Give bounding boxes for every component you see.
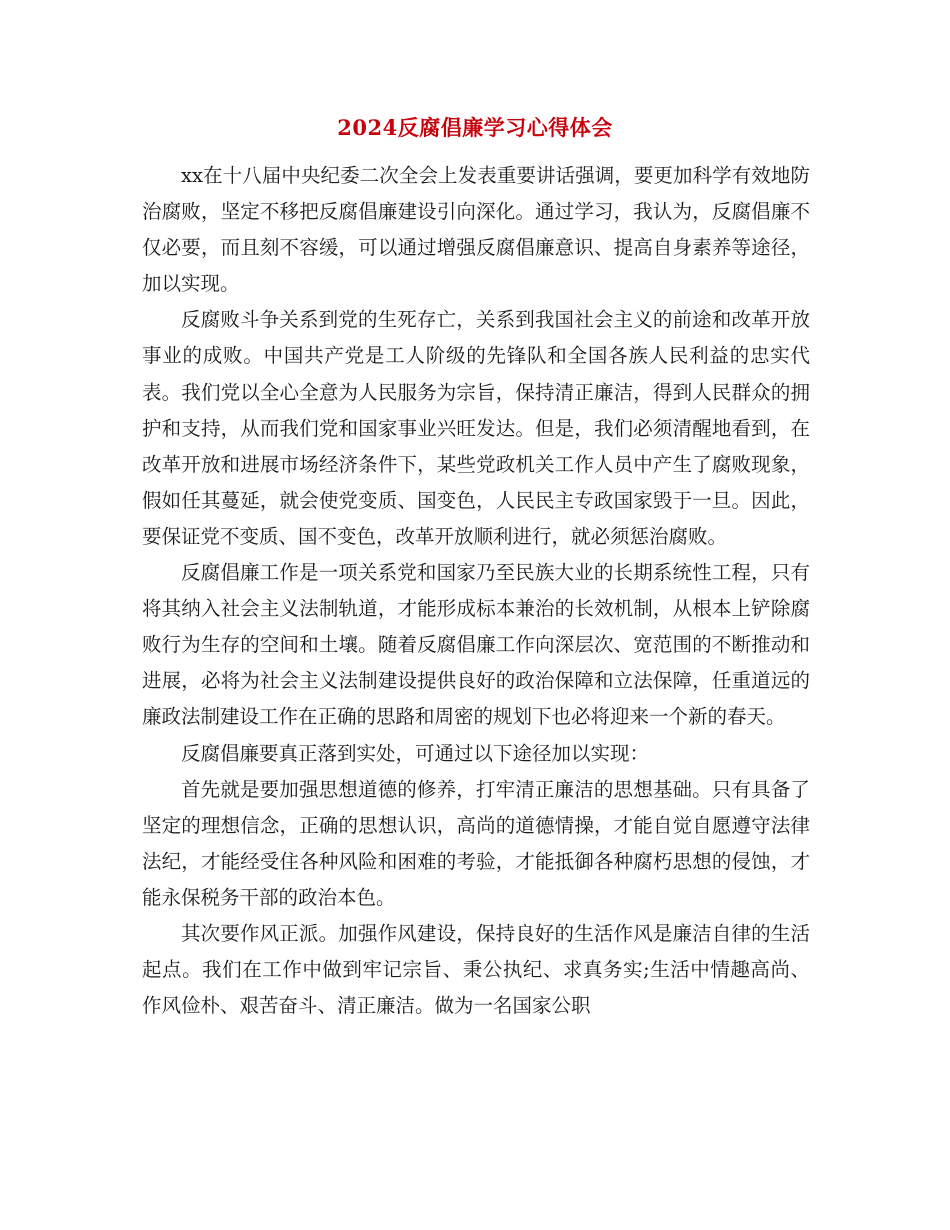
- document-title: 2024反腐倡廉学习心得体会: [337, 115, 613, 140]
- paragraph: 反腐倡廉要真正落到实处，可通过以下途径加以实现：: [181, 741, 650, 765]
- paragraph: 其次要作风正派。加强作风建设，保持良好的生活作风是廉洁自律的生活起点。我们在工作中做到牢记宗旨、秉公执纪、求真务实;生活中情趣高尚、作风俭朴、艰苦奋斗、清正廉洁。做为一名国家公职: [142, 921, 810, 1018]
- paragraph: 反腐倡廉工作是一项关系党和国家乃至民族大业的长期系统性工程，只有将其纳入社会主义法制轨道，才能形成标本兼治的长效机制，从根本上铲除腐败行为生存的空间和土壤。随着反腐倡廉工作向深层次、宽范围的不断推动和进展，必将为社会主义法制建设提供良好的政治保障和立法保障，任重道远的廉政法制建设工作在正确的思路和周密的规划下也必将迎来一个新的春天。: [142, 561, 810, 729]
- paragraph: xx在十八届中央纪委二次全会上发表重要讲话强调，要更加科学有效地防治腐败，坚定不移把反腐倡廉建设引向深化。通过学习，我认为，反腐倡廉不仅必要，而且刻不容缓，可以通过增强反腐倡廉意识、提高自身素养等途径，加以实现。: [142, 164, 810, 296]
- paragraph: 首先就是要加强思想道德的修养，打牢清正廉洁的思想基础。只有具备了坚定的理想信念，正确的思想认识，高尚的道德情操，才能自觉自愿遵守法律法纪，才能经受住各种风险和困难的考验，才能抵御各种腐朽思想的侵蚀，才能永保税务干部的政治本色。: [142, 777, 810, 909]
- paragraph: 反腐败斗争关系到党的生死存亡，关系到我国社会主义的前途和改革开放事业的成败。中国共产党是工人阶级的先锋队和全国各族人民利益的忠实代表。我们党以全心全意为人民服务为宗旨，保持清正廉洁，得到人民群众的拥护和支持，从而我们党和国家事业兴旺发达。但是，我们必须清醒地看到，在改革开放和进展市场经济条件下，某些党政机关工作人员中产生了腐败现象，假如任其蔓延，就会使党变质、国变色，人民民主专政国家毁于一旦。因此，要保证党不变质、国不变色，改革开放顺利进行，就必须惩治腐败。: [142, 308, 810, 548]
- document-body: [142, 158, 810, 1024]
